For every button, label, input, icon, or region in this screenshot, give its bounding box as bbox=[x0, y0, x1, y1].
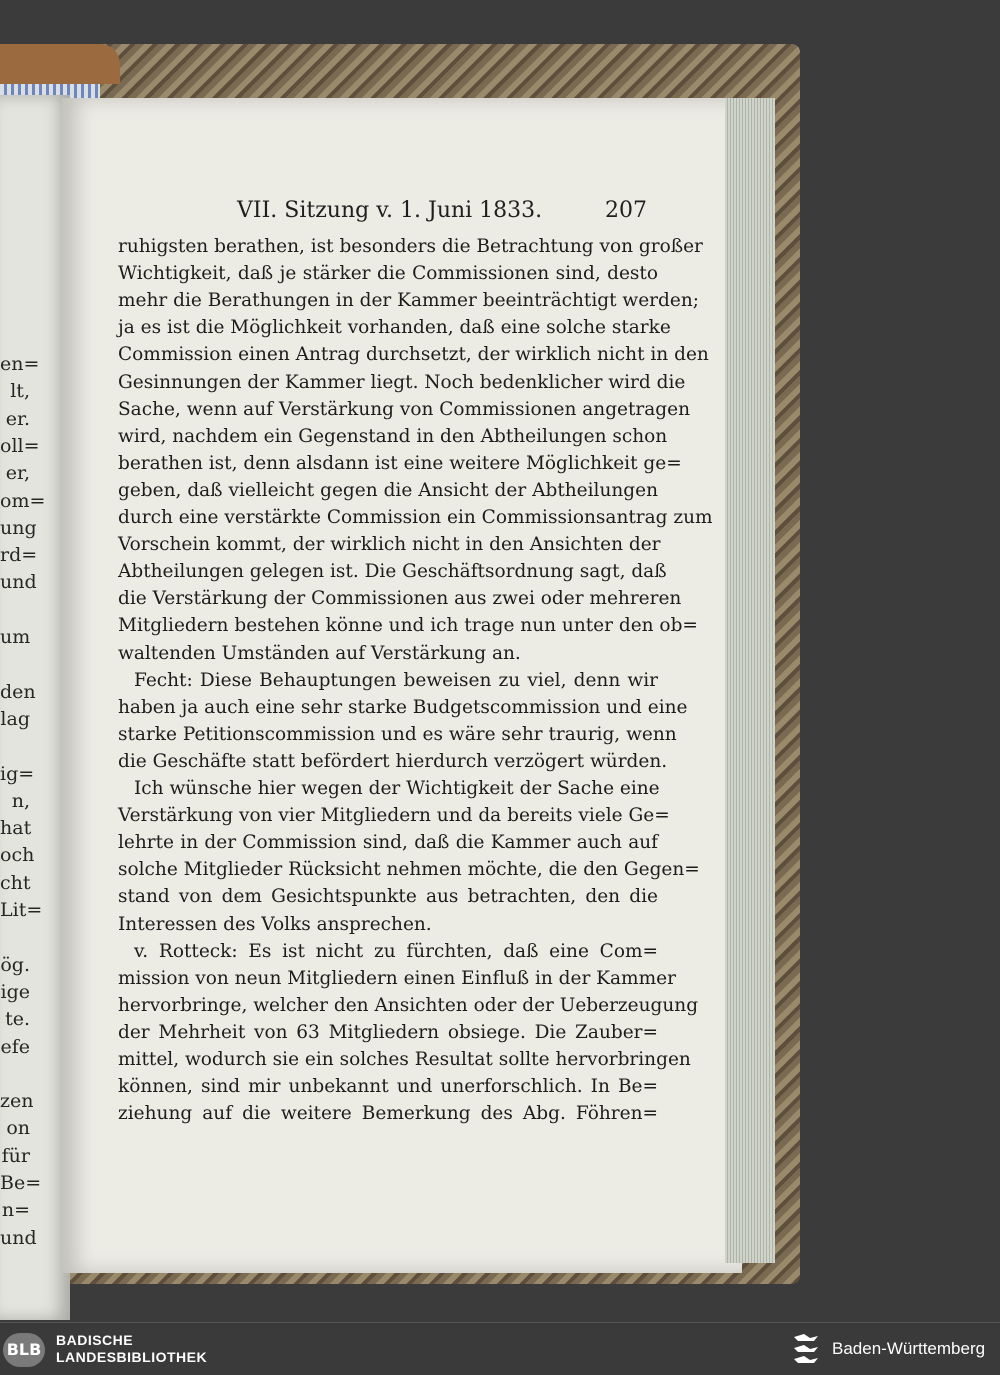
left-page-fragment: lag bbox=[0, 707, 30, 730]
text-line: der Mehrheit von 63 Mitgliedern obsiege. Die Zauber= bbox=[118, 1021, 658, 1043]
text-line: die Verstärkung der Commissionen aus zwei oder mehreren bbox=[118, 588, 682, 610]
left-page-fragment: ige bbox=[0, 980, 30, 1003]
text-line: ja es ist die Möglichkeit vorhanden, daß eine solche starke bbox=[118, 317, 671, 339]
text-line: Mitgliedern bestehen könne und ich trage nun unter den ob= bbox=[118, 615, 698, 637]
library-name[interactable] bbox=[56, 1332, 207, 1366]
left-page-fragment: n= bbox=[1, 1199, 30, 1222]
left-page-fragment: um bbox=[0, 626, 31, 648]
text-line: Wichtigkeit, daß je stärker die Commissionen sind, desto bbox=[118, 263, 658, 285]
left-page-fragment: er, bbox=[5, 462, 30, 485]
library-name-line1: BADISCHE bbox=[56, 1332, 134, 1348]
baden-wuerttemberg-lions-icon[interactable] bbox=[790, 1331, 822, 1367]
text-line: ruhigsten berathen, ist besonders die Betrachtung von großer bbox=[118, 236, 703, 257]
left-page-fragment: om= bbox=[0, 489, 46, 512]
page-edge-stack bbox=[725, 98, 775, 1263]
left-page-fragment: und bbox=[0, 571, 37, 594]
blb-logo-icon[interactable]: BLB bbox=[3, 1333, 45, 1367]
text-line: mission von neun Mitgliedern einen Einfluß in der Kammer bbox=[118, 967, 676, 989]
text-line: starke Petitionscommission und es wäre sehr traurig, wenn bbox=[118, 723, 677, 745]
left-page-fragment: ig= bbox=[0, 762, 35, 785]
region-name[interactable]: Baden-Württemberg bbox=[832, 1339, 986, 1358]
text-line: berathen ist, denn alsdann ist eine weitere Möglichkeit ge= bbox=[118, 452, 682, 474]
text-line: Interessen des Volks ansprechen. bbox=[118, 913, 432, 935]
text-line: durch eine verstärkte Commission ein Commissionsantrag zum bbox=[118, 507, 713, 528]
text-line: mittel, wodurch sie ein solches Resultat sollte hervorbringen bbox=[118, 1049, 691, 1070]
left-page-fragment: te. bbox=[5, 1008, 30, 1031]
text-line: v. Rotteck: Es ist nicht zu fürchten, daß eine Com= bbox=[134, 940, 658, 962]
left-page-fragment: rd= bbox=[0, 544, 38, 567]
left-page-fragment: n, bbox=[11, 789, 30, 812]
text-line: Ich wünsche hier wegen der Wichtigkeit der Sache eine bbox=[134, 778, 660, 799]
text-line: Vorschein kommt, der wirklich nicht in den Ansichten der bbox=[118, 534, 661, 556]
left-page-fragment: ung bbox=[0, 516, 37, 539]
text-line: ziehung auf die weitere Bemerkung des Abg. Föhren= bbox=[118, 1103, 658, 1125]
left-page-fragment: Lit= bbox=[0, 899, 43, 921]
left-page bbox=[0, 95, 70, 1320]
left-page-fragment: on bbox=[6, 1117, 30, 1140]
left-page-fragment: ög. bbox=[0, 953, 30, 976]
text-line: haben ja auch eine sehr starke Budgetscommission und eine bbox=[118, 696, 688, 718]
left-page-fragment: en= bbox=[0, 353, 40, 375]
text-line: die Geschäfte statt befördert hierdurch verzögert würden. bbox=[118, 750, 668, 772]
footer-bar bbox=[0, 1322, 1000, 1375]
text-line: Commission einen Antrag durchsetzt, der wirklich nicht in den bbox=[118, 344, 709, 366]
library-name-line2: LANDESBIBLIOTHEK bbox=[56, 1349, 208, 1365]
text-line: waltenden Umständen auf Verstärkung an. bbox=[118, 642, 521, 664]
text-line: Sache, wenn auf Verstärkung von Commissionen angetragen bbox=[118, 398, 691, 420]
text-line: Abtheilungen gelegen ist. Die Geschäftsordnung sagt, daß bbox=[118, 561, 667, 583]
left-page-fragment: lt, bbox=[10, 380, 30, 403]
left-page-fragment: efe bbox=[0, 1035, 30, 1058]
text-line: lehrte in der Commission sind, daß die Kammer auch auf bbox=[118, 832, 658, 854]
left-page-fragment: cht bbox=[0, 871, 31, 894]
left-page-fragment: und bbox=[0, 1226, 37, 1249]
text-line: geben, daß vielleicht gegen die Ansicht der Abtheilungen bbox=[118, 479, 658, 501]
text-line: solche Mitglieder Rücksicht nehmen möchte, die den Gegen= bbox=[118, 859, 700, 881]
text-line: hervorbringe, welcher den Ansichten oder der Ueberzeugung bbox=[118, 994, 699, 1016]
left-page-fragment: den bbox=[0, 680, 36, 703]
page-number: 207 bbox=[605, 198, 647, 223]
text-line: Verstärkung von vier Mitgliedern und da bereits viele Ge= bbox=[118, 805, 670, 827]
left-page-fragment: er. bbox=[5, 407, 30, 430]
left-page-fragment: oll= bbox=[0, 434, 40, 457]
text-line: stand von dem Gesichtspunkte aus betrachten, den die bbox=[118, 886, 658, 908]
left-page-fragment: für bbox=[1, 1144, 30, 1167]
text-line: mehr die Berathungen in der Kammer beeinträchtigt werden; bbox=[118, 290, 699, 312]
text-line: Gesinnungen der Kammer liegt. Noch bedenklicher wird die bbox=[118, 371, 686, 393]
running-head: VII. Sitzung v. 1. Juni 1833. bbox=[237, 198, 543, 223]
left-page-fragment: hat bbox=[0, 817, 32, 840]
left-page-fragment: och bbox=[0, 844, 35, 867]
page-header bbox=[237, 196, 647, 232]
spine-cap bbox=[0, 44, 120, 84]
text-line: können, sind mir unbekannt und unerforschlich. In Be= bbox=[118, 1076, 658, 1098]
left-page-fragment: zen bbox=[0, 1090, 34, 1113]
text-line: Fecht: Diese Behauptungen beweisen zu viel, denn wir bbox=[134, 669, 658, 691]
left-page-fragment: Be= bbox=[0, 1172, 42, 1194]
text-line: wird, nachdem ein Gegenstand in den Abtheilungen schon bbox=[118, 425, 668, 447]
